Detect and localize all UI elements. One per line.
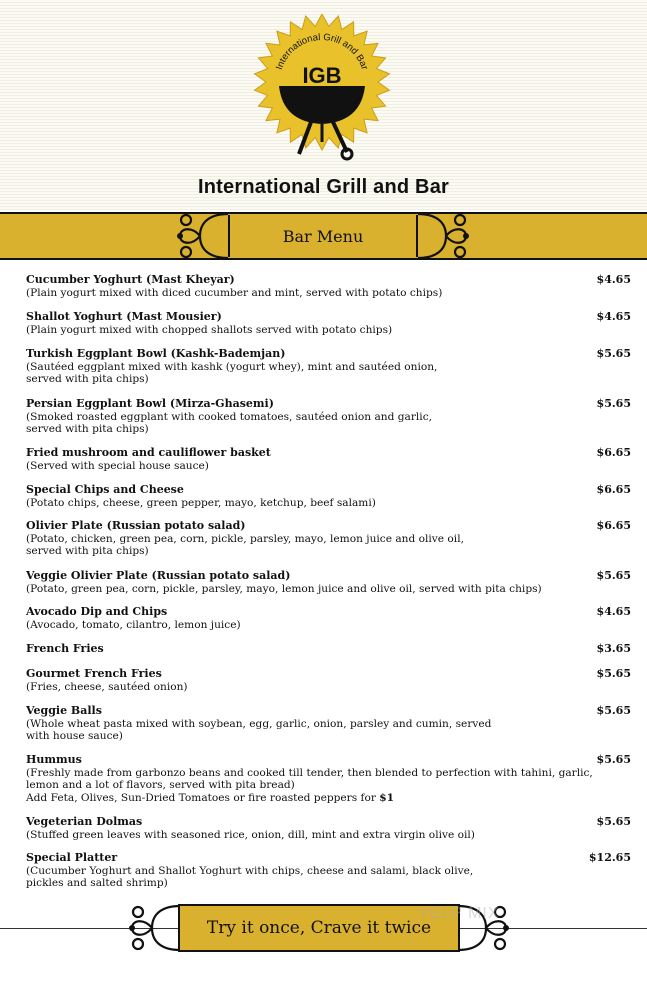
- item-description: (Cucumber Yoghurt and Shallot Yoghurt with chips, cheese and salami, black olive, pickles and salted shrimp): [26, 864, 474, 889]
- menu-item: [26, 816, 631, 841]
- item-description: (Served with special house sauce): [26, 459, 209, 472]
- menu-item: [26, 754, 631, 804]
- item-name: Persian Eggplant Bowl (Mirza-Ghasemi): [26, 397, 274, 410]
- menu-item: [26, 668, 631, 693]
- item-name: Vegeterian Dolmas: [26, 815, 143, 828]
- menu-section-title: Bar Menu: [282, 226, 364, 246]
- menu-section-heading: [228, 215, 418, 257]
- item-description: (Smoked roasted eggplant with cooked tomatoes, sautéed onion and garlic, served with pita chips): [26, 410, 432, 435]
- item-description: (Plain yogurt mixed with diced cucumber and mint, served with potato chips): [26, 286, 443, 299]
- item-name: Olivier Plate (Russian potato salad): [26, 519, 246, 532]
- watermark: YELP MIX: [418, 905, 500, 922]
- item-description: (Potato, green pea, corn, pickle, parsley, mayo, lemon juice and olive oil, served with pita chips): [26, 582, 542, 595]
- item-price: $5.65: [596, 753, 631, 766]
- addon-price: $1: [379, 791, 395, 804]
- item-name: Special Chips and Cheese: [26, 483, 184, 496]
- menu-item: [26, 348, 631, 386]
- footer-left-ornament-icon: [122, 900, 182, 956]
- item-name: French Fries: [26, 642, 104, 655]
- item-price: $5.65: [596, 667, 631, 680]
- item-price: $6.65: [596, 519, 631, 532]
- item-addon: [26, 792, 631, 805]
- menu-item: [26, 606, 631, 631]
- item-price: $4.65: [596, 605, 631, 618]
- item-price: $12.65: [588, 851, 631, 864]
- menu-item: [26, 705, 631, 743]
- item-name: Avocado Dip and Chips: [26, 605, 168, 618]
- item-price: $5.65: [596, 569, 631, 582]
- item-description: (Potato, chicken, green pea, corn, pickle, parsley, mayo, lemon juice and olive oil, served with pita chips): [26, 532, 464, 557]
- item-description: (Stuffed green leaves with seasoned rice, onion, dill, mint and extra virgin olive oil): [26, 828, 475, 841]
- menu-item: [26, 398, 631, 436]
- item-description: (Fries, cheese, sautéed onion): [26, 680, 188, 693]
- banner-top-rule: [0, 212, 647, 214]
- item-name: Special Platter: [26, 851, 118, 864]
- item-name: Gourmet French Fries: [26, 667, 162, 680]
- menu-item: [26, 274, 631, 299]
- item-name: Fried mushroom and cauliflower basket: [26, 446, 271, 459]
- item-description: (Freshly made from garbonzo beans and cooked till tender, then blended to perfection with tahini, garlic, lemon and a lot of flavors, served with pita bread): [26, 766, 593, 791]
- item-name: Veggie Olivier Plate (Russian potato salad): [26, 569, 291, 582]
- item-price: $5.65: [596, 347, 631, 360]
- menu-item: [26, 852, 631, 890]
- item-description: (Avocado, tomato, cilantro, lemon juice): [26, 618, 241, 631]
- menu-item: [26, 520, 631, 558]
- item-description: (Whole wheat pasta mixed with soybean, egg, garlic, onion, parsley and cumin, served with house sauce): [26, 717, 492, 742]
- item-name: Turkish Eggplant Bowl (Kashk-Bademjan): [26, 347, 286, 360]
- item-price: $6.65: [596, 483, 631, 496]
- banner-bottom-rule: [0, 258, 647, 260]
- slogan-text: Try it once, Crave it twice: [206, 918, 432, 938]
- item-price: $4.65: [596, 273, 631, 286]
- menu-item: [26, 311, 631, 336]
- restaurant-title: International Grill and Bar: [198, 176, 449, 198]
- menu-item: [26, 570, 631, 595]
- item-name: Veggie Balls: [26, 704, 102, 717]
- item-description: (Potato chips, cheese, green pepper, mayo, ketchup, beef salami): [26, 496, 376, 509]
- item-description: (Plain yogurt mixed with chopped shallots served with potato chips): [26, 323, 393, 336]
- item-name: Hummus: [26, 753, 82, 766]
- item-price: $4.65: [596, 310, 631, 323]
- menu-item: [26, 447, 631, 472]
- igb-logo: [251, 14, 393, 164]
- item-name: Shallot Yoghurt (Mast Mousier): [26, 310, 222, 323]
- menu-item: [26, 484, 631, 509]
- menu-item: [26, 643, 631, 656]
- item-price: $5.65: [596, 397, 631, 410]
- item-price: $3.65: [596, 642, 631, 655]
- logo-ring-text: International Grill and Bar: [274, 31, 370, 72]
- logo-mark: IGB: [302, 63, 342, 88]
- item-price: $5.65: [596, 815, 631, 828]
- right-ornament-icon: [416, 208, 476, 264]
- item-name: Cucumber Yoghurt (Mast Kheyar): [26, 273, 235, 286]
- item-price: $5.65: [596, 704, 631, 717]
- item-price: $6.65: [596, 446, 631, 459]
- item-description: (Sautéed eggplant mixed with kashk (yogurt whey), mint and sautéed onion, served with pita chips): [26, 360, 438, 385]
- left-ornament-icon: [170, 208, 230, 264]
- addon-text: Add Feta, Olives, Sun-Dried Tomatoes or fire roasted peppers for: [26, 791, 380, 804]
